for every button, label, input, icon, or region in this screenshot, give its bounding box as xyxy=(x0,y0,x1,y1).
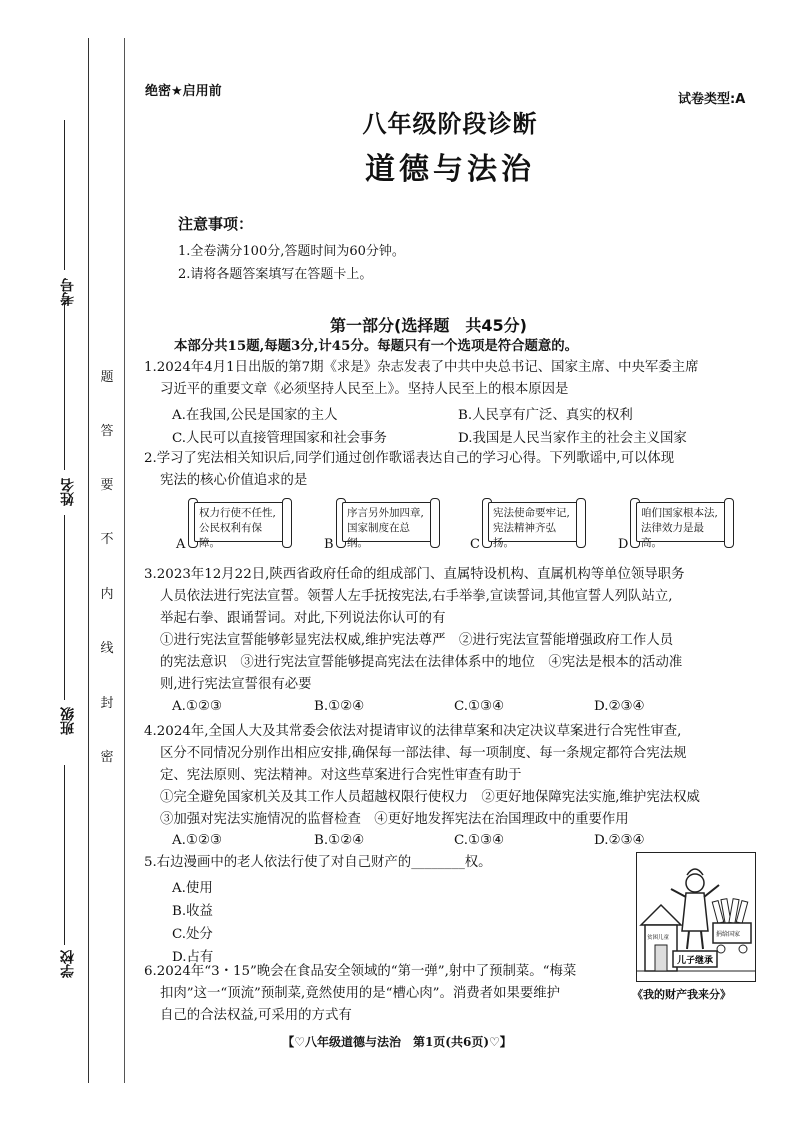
q3-option: D.②③④ xyxy=(594,699,645,714)
q1-option: C.人民可以直接管理国家和社会事务 xyxy=(172,431,387,446)
q6-stem: 扣肉”这一“顶流”预制菜,竟然使用的是“槽心肉”。消费者如果要维护 xyxy=(160,986,561,1001)
scroll-roll xyxy=(430,498,440,548)
school-underline xyxy=(64,765,65,945)
q1-stem: 1.2024年4月1日出版的第7期《求是》杂志发表了中共中央总书记、国家主席、中央军委主席 xyxy=(144,360,699,375)
binding-line xyxy=(88,38,89,1083)
note-item: 2.请将各题答案填写在答题卡上。 xyxy=(178,267,373,282)
q5-stem: 5.右边漫画中的老人依法行使了对自己财产的________权。 xyxy=(144,855,492,870)
exam-no-label: 考号 xyxy=(60,278,76,306)
q4-option: C.①③④ xyxy=(454,833,505,848)
school-label: 学校 xyxy=(60,950,76,978)
scroll-roll xyxy=(724,498,734,548)
q4-statement: ①完全避免国家机关及其工作人员超越权限行使权力 ②更好地保障宪法实施,维护宪法权威 xyxy=(160,790,700,805)
q4-option: D.②③④ xyxy=(594,833,645,848)
scroll-paper xyxy=(194,502,286,549)
q6-stem: 自己的合法权益,可采用的方式有 xyxy=(160,1008,352,1023)
scroll-line: 权力行使不任性, xyxy=(199,507,276,519)
scroll-roll xyxy=(576,498,586,548)
q4-stem: 定、宪法原则、宪法精神。对这些草案进行合宪性审查有助于 xyxy=(160,768,522,783)
secret-label: 绝密★启用前 xyxy=(145,84,222,99)
q3-statement: ①进行宪法宣誓能够彰显宪法权威,维护宪法尊严 ②进行宪法宣誓能增强政府工作人员 xyxy=(160,633,674,648)
q3-statement: 的宪法意识 ③进行宪法宣誓能够提高宪法在法律体系中的地位 ④宪法是根本的活动准 xyxy=(160,655,683,670)
scroll-paper xyxy=(636,502,728,549)
q3-statement: 则,进行宪法宣誓很有必要 xyxy=(160,677,312,692)
q3-stem: 3.2023年12月22日,陕西省政府任命的组成部门、直属特设机构、直属机构等单位领导职务 xyxy=(144,567,685,582)
class-label: 班级 xyxy=(60,707,76,735)
exam-title: 八年级阶段诊断 xyxy=(362,110,538,138)
q4-option: A.①②③ xyxy=(172,833,222,848)
q3-option: A.①②③ xyxy=(172,699,222,714)
q2-stem: 2.学习了宪法相关知识后,同学们通过创作歌谣表达自己的学习心得。下列歌谣中,可以体现 xyxy=(144,451,675,466)
scroll-roll xyxy=(282,498,292,548)
class-underline xyxy=(64,515,65,700)
cartoon-right-text: 捐给国家 xyxy=(716,931,741,938)
q4-option: B.①②④ xyxy=(314,833,365,848)
section-title: 第一部分(选择题 共45分) xyxy=(330,316,527,335)
q4-stem: 4.2024年,全国人大及其常委会依法对提请审议的法律草案和决定决议草案进行合宪性审查, xyxy=(144,724,682,739)
cartoon-drawing xyxy=(637,853,755,981)
seal-char: 不 xyxy=(100,532,114,547)
seal-char: 答 xyxy=(100,424,114,439)
q2-option-scroll xyxy=(176,498,294,552)
q3-option: B.①②④ xyxy=(314,699,365,714)
cartoon-caption: 《我的财产我来分》 xyxy=(632,988,731,1001)
scroll-line: 宪法使命要牢记, xyxy=(493,507,570,519)
q4-stem: 区分不同情况分别作出相应安排,确保每一部法律、每一项制度、每一条规定都符合宪法规 xyxy=(160,746,687,761)
q1-stem: 习近平的重要文章《必须坚持人民至上》。坚持人民至上的根本原因是 xyxy=(160,382,569,397)
binding-margin xyxy=(0,0,130,1123)
name-underline xyxy=(64,300,65,470)
name-label: 姓名 xyxy=(60,478,76,506)
q5-option: C.处分 xyxy=(172,927,213,942)
q5-option: D.占有 xyxy=(172,950,214,965)
paper-type: 试卷类型:A xyxy=(678,92,746,107)
q5-option: B.收益 xyxy=(172,904,213,919)
q3-stem: 举起右拳、跟诵誓词。对此,下列说法你认可的有 xyxy=(160,611,446,626)
seal-line xyxy=(124,38,125,1083)
q3-option: C.①③④ xyxy=(454,699,505,714)
q5-option: A.使用 xyxy=(172,881,213,896)
q1-option: A.在我国,公民是国家的主人 xyxy=(172,408,338,423)
q2-option-scroll xyxy=(618,498,736,552)
q1-option: B.人民享有广泛、真实的权利 xyxy=(458,408,633,423)
scroll-label: C xyxy=(470,537,480,552)
scroll-label: D xyxy=(618,537,629,552)
page-footer: 【♡八年级道德与法治 第1页(共6页)♡】 xyxy=(282,1035,512,1049)
cartoon-sign-text: 儿子继承 xyxy=(676,956,714,966)
scroll-line: 国家制度在总纲。 xyxy=(347,522,410,549)
scroll-paper xyxy=(488,502,580,549)
scroll-line: 咱们国家根本法, xyxy=(641,507,718,519)
scroll-label: A xyxy=(176,537,186,552)
seal-char: 线 xyxy=(100,641,114,656)
scroll-line: 序言另外加四章, xyxy=(347,507,424,519)
notes-heading: 注意事项： xyxy=(178,215,254,233)
scroll-paper xyxy=(342,502,434,549)
exam-no-underline xyxy=(64,120,65,270)
q3-stem: 人员依法进行宪法宣誓。领誓人左手抚按宪法,右手举拳,宣读誓词,其他宣誓人列队站立, xyxy=(160,589,673,604)
q2-option-scroll xyxy=(470,498,588,552)
seal-char: 要 xyxy=(100,478,114,493)
q4-statement: ③加强对宪法实施情况的监督检查 ④更好地发挥宪法在治国理政中的重要作用 xyxy=(160,812,629,827)
scroll-label: B xyxy=(324,537,334,552)
note-item: 1.全卷满分100分,答题时间为60分钟。 xyxy=(178,244,405,259)
cartoon-left-text: 贫困儿童 xyxy=(647,935,670,941)
seal-char: 密 xyxy=(100,750,114,765)
scroll-line: 公民权利有保障。 xyxy=(199,522,262,549)
section-instruction: 本部分共15题,每题3分,计45分。每题只有一个选项是符合题意的。 xyxy=(174,338,579,354)
q6-stem: 6.2024年“3・15”晚会在食品安全领域的“第一弹”,射中了预制菜。“梅菜 xyxy=(144,964,577,979)
seal-char: 题 xyxy=(100,370,114,385)
scroll-line: 法律效力是最高。 xyxy=(641,522,704,549)
property-cartoon xyxy=(636,852,756,982)
q1-option: D.我国是人民当家作主的社会主义国家 xyxy=(458,431,687,446)
q2-stem: 宪法的核心价值追求的是 xyxy=(160,473,308,488)
subject-title: 道德与法治 xyxy=(365,152,535,187)
q2-option-scroll xyxy=(324,498,442,552)
scroll-line: 宪法精神齐弘扬。 xyxy=(493,522,556,549)
seal-char: 内 xyxy=(100,587,114,602)
seal-char: 封 xyxy=(100,696,114,711)
